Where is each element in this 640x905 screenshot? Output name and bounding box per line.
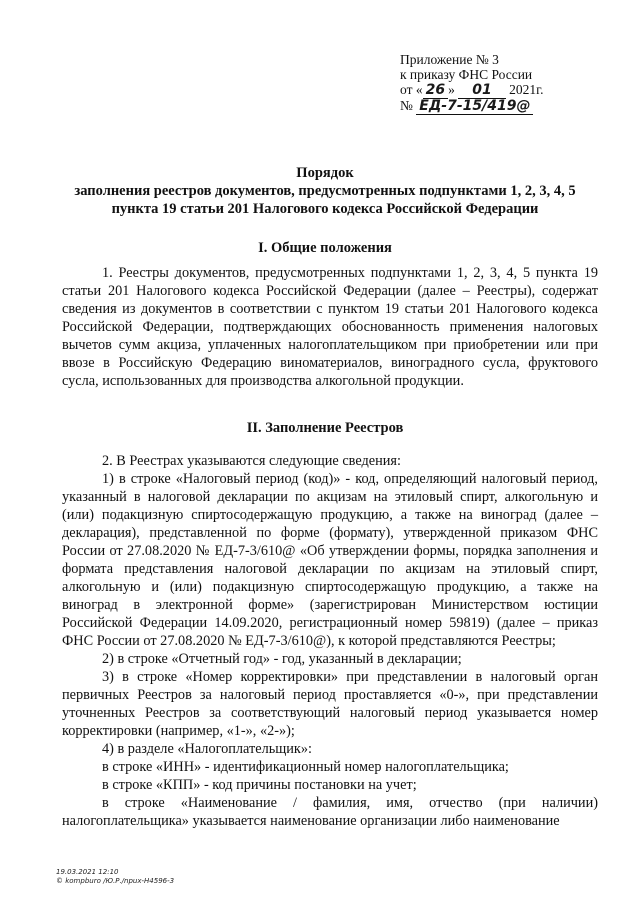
date-year: 2021г. [509,82,544,97]
print-footer [56,868,174,886]
date-mid: » [448,82,455,97]
date-prefix: от « [400,82,423,97]
section-general-body [62,264,598,390]
footer-timestamp: 19.03.2021 12:10 [56,868,119,876]
document-subtitle-line2: пункта 19 статьи 201 Налогового кодекса Российской Федерации [111,201,539,217]
paragraph-inn: в строке «ИНН» - идентификационный номер налогоплательщика; [102,759,509,775]
paragraph-kpp: в строке «КПП» - код причины постановки на учет; [102,777,417,793]
appendix-title: Приложение № 3 [400,52,499,67]
footer-file-info: © kompburo /Ю.Р./npux-H4596-3 [56,877,175,885]
appendix-header [400,52,600,114]
number-prefix: № [400,98,413,113]
date-month-handwritten: 01 [458,82,505,99]
appendix-order: к приказу ФНС России [400,67,533,82]
section-heading-filling: II. Заполнение Реестров [246,420,404,436]
section-heading-general: I. Общие положения [258,240,392,256]
paragraph-2-4: 4) в разделе «Налогоплательщик»: [102,741,312,757]
paragraph-1: 1. Реестры документов, предусмотренных подпунктами 1, 2, 3, 4, 5 пункта 19 статьи 201 Налогового кодекса Российской Федерации (далее – Реестры), содержат сведения из документов в соответствии с пунктом 19 статьи 201 Налогового кодекса Российской Федерации, подтверждающих обоснованность применения налоговых вычетов сумм акциза, уплаченных налогоплательщиком при приобретении или при ввозе в Российскую Федерацию виноматериалов, виноградного сусла, фруктового сусла, использованных для производства алкогольной продукции. [62,265,598,389]
number-handwritten: ЕД-7-15/419@ [416,98,533,115]
document-title: Порядок [296,165,354,181]
appendix-date [400,82,600,98]
paragraph-2-2: 2) в строке «Отчетный год» - год, указанный в декларации; [102,651,462,667]
paragraph-2-3: 3) в строке «Номер корректировки» при представлении в налоговый орган первичных Реестров за налоговый период проставляется «0-», при представлении уточненных Реестров за соответствующий налоговый период указывается номер корректировки (например, «1-», «2-»); [62,669,598,739]
appendix-number [400,98,600,114]
paragraph-2: 2. В Реестрах указываются следующие сведения: [102,453,401,469]
document-subtitle-line1: заполнения реестров документов, предусмотренных подпунктами 1, 2, 3, 4, 5 [74,183,576,199]
date-day-handwritten: 26 [423,82,448,99]
paragraph-name: в строке «Наименование / фамилия, имя, отчество (при наличии) налогоплательщика» указывается наименование организации либо наименование [62,795,598,829]
section-filling-body [62,452,598,830]
paragraph-2-1: 1) в строке «Налоговый период (код)» - код, определяющий налоговый период, указанный в налоговой декларации по акцизам на этиловый спирт, алкогольную и (или) подакцизную спиртосодержащую продукцию, а также на виноград (далее – декларация), представленной по форме (формату), утвержденной приказом ФНС России от 27.08.2020 № ЕД-7-3/610@ «Об утверждении формы, порядка заполнения и формата представления налоговой декларации по акцизам на этиловый спирт, алкогольную и (или) подакцизную спиртосодержащую продукцию, а также на виноград в электронной форме» (зарегистрирован Министерством юстиции Российской Федерации 14.09.2020, регистрационный номер 59819) (далее – приказ ФНС России от 27.08.2020 № ЕД-7-3/610@), к которой представляются Реестры; [62,471,598,649]
